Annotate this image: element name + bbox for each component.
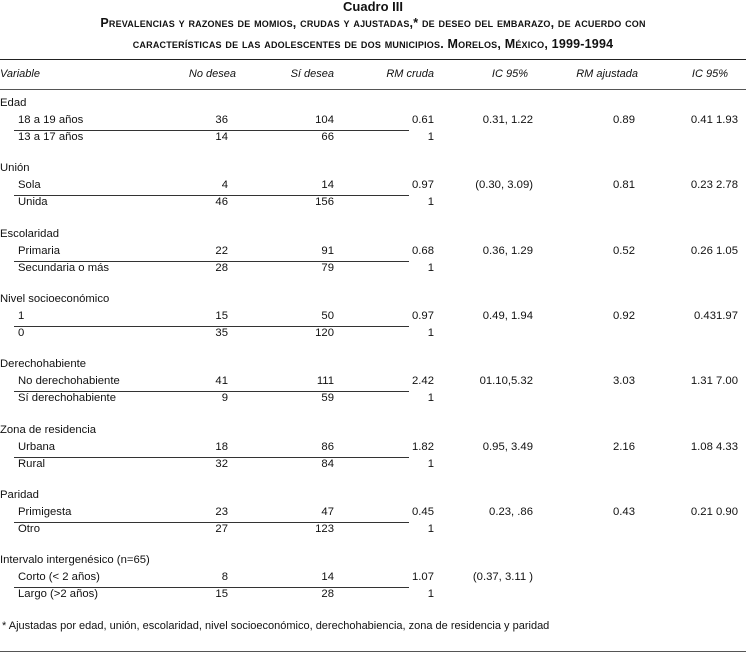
header-ic95-ajustada: IC 95% bbox=[691, 68, 728, 80]
cell-rm-cruda: 0.61 bbox=[412, 114, 434, 126]
cell-rm-ajustada: 0.43 bbox=[613, 506, 635, 518]
group-title-text: Edad bbox=[0, 97, 27, 109]
cell-rm-ajustada: 3.03 bbox=[613, 375, 635, 387]
cell-category: 1 bbox=[18, 310, 25, 322]
cell-si-desea: 14 bbox=[321, 179, 334, 191]
cell-si-desea: 50 bbox=[321, 310, 334, 322]
cell-category: Primaria bbox=[18, 245, 61, 257]
cell-no-desea: 23 bbox=[215, 506, 228, 518]
cell-no-desea: 41 bbox=[215, 375, 228, 387]
group-title bbox=[0, 293, 746, 310]
cell-no-desea: 9 bbox=[221, 392, 228, 404]
cell-category: Urbana bbox=[18, 441, 56, 453]
cell-si-desea: 66 bbox=[321, 131, 334, 143]
cell-category: Secundaria o más bbox=[18, 262, 110, 274]
cell-rm-cruda: 0.97 bbox=[412, 310, 434, 322]
group-title-text: Zona de residencia bbox=[0, 424, 97, 436]
cell-ic95-ajustada: 1.31 7.00 bbox=[690, 375, 738, 387]
cell-no-desea: 36 bbox=[215, 114, 228, 126]
cell-no-desea: 15 bbox=[215, 310, 228, 322]
group-title bbox=[0, 424, 746, 441]
cell-rm-cruda: 0.97 bbox=[412, 179, 434, 191]
cell-rm-cruda: 1 bbox=[427, 262, 434, 274]
cell-rm-cruda: 0.45 bbox=[412, 506, 434, 518]
table-title-line1: Prevalencias y razones de momios, crudas y ajustadas,* de deseo del embarazo, de acuerdo con bbox=[100, 16, 646, 30]
cell-no-desea: 14 bbox=[215, 131, 228, 143]
group-title bbox=[0, 358, 746, 375]
cell-rm-ajustada: 0.52 bbox=[613, 245, 635, 257]
cell-ic95-cruda: 0.31, 1.22 bbox=[482, 114, 533, 126]
header-ic95-cruda: IC 95% bbox=[491, 68, 528, 80]
table-title bbox=[10, 13, 736, 55]
cell-no-desea: 22 bbox=[215, 245, 228, 257]
table-row bbox=[0, 523, 746, 540]
cell-category: No derechohabiente bbox=[18, 375, 120, 387]
header-si-desea: Sí desea bbox=[290, 68, 334, 80]
table-row bbox=[0, 392, 746, 409]
cell-no-desea: 15 bbox=[215, 588, 228, 600]
cell-si-desea: 156 bbox=[315, 196, 334, 208]
table-row bbox=[0, 375, 746, 392]
group-title bbox=[0, 489, 746, 506]
group-title bbox=[0, 228, 746, 245]
table-row bbox=[0, 114, 746, 131]
table-row bbox=[0, 588, 746, 605]
table-row bbox=[0, 245, 746, 262]
header-rule bbox=[0, 89, 746, 90]
group-title bbox=[0, 97, 746, 114]
cell-ic95-cruda: 0.23, .86 bbox=[489, 506, 533, 518]
header-variable: Variable bbox=[0, 68, 40, 80]
cell-no-desea: 28 bbox=[215, 262, 228, 274]
bottom-rule bbox=[0, 651, 746, 652]
cell-si-desea: 111 bbox=[316, 375, 334, 387]
table-row bbox=[0, 458, 746, 475]
group-title-text: Escolaridad bbox=[0, 228, 60, 240]
cell-ic95-cruda: (0.30, 3.09) bbox=[475, 179, 533, 191]
table-row bbox=[0, 506, 746, 523]
cell-ic95-cruda: 01.10,5.32 bbox=[479, 375, 533, 387]
table-row bbox=[0, 131, 746, 148]
cell-no-desea: 27 bbox=[215, 523, 228, 535]
cell-rm-ajustada: 2.16 bbox=[613, 441, 635, 453]
cell-category: Sí derechohabiente bbox=[18, 392, 116, 404]
cell-category: Primigesta bbox=[18, 506, 72, 518]
group-title bbox=[0, 554, 746, 571]
cell-ic95-ajustada: 0.431.97 bbox=[694, 310, 738, 322]
footnote: * Ajustadas por edad, unión, escolaridad, nivel socioeconómico, derechohabiencia, zona de residencia y paridad bbox=[2, 620, 550, 632]
table-row bbox=[0, 310, 746, 327]
cell-no-desea: 46 bbox=[215, 196, 228, 208]
group-title-text: Intervalo intergenésico (n=65) bbox=[0, 554, 150, 566]
cell-category: 18 a 19 años bbox=[18, 114, 84, 126]
cell-category: Largo (>2 años) bbox=[18, 588, 99, 600]
group-title-text: Derechohabiente bbox=[0, 358, 87, 370]
cell-ic95-cruda: (0.37, 3.11 ) bbox=[472, 571, 533, 583]
cell-rm-cruda: 1 bbox=[427, 392, 434, 404]
cell-si-desea: 47 bbox=[321, 506, 334, 518]
header-rm-ajustada: RM ajustada bbox=[576, 68, 638, 80]
cell-category: Rural bbox=[18, 458, 45, 470]
cell-category: Otro bbox=[18, 523, 40, 535]
cell-ic95-ajustada: 0.23 2.78 bbox=[690, 179, 738, 191]
cell-si-desea: 91 bbox=[321, 245, 334, 257]
cell-rm-cruda: 0.68 bbox=[412, 245, 434, 257]
cell-ic95-cruda: 0.95, 3.49 bbox=[482, 441, 533, 453]
group-title-text: Unión bbox=[0, 162, 30, 174]
cell-rm-ajustada: 0.81 bbox=[613, 179, 635, 191]
cell-rm-cruda: 2.42 bbox=[412, 375, 434, 387]
table-row bbox=[0, 571, 746, 588]
cell-no-desea: 8 bbox=[221, 571, 228, 583]
cell-category: Corto (< 2 años) bbox=[18, 571, 100, 583]
table-title-line2: características de las adolescentes de dos municipios. Morelos, México, 1999-1994 bbox=[132, 37, 614, 51]
cell-si-desea: 104 bbox=[315, 114, 334, 126]
header-rm-cruda: RM cruda bbox=[386, 68, 434, 80]
cell-ic95-ajustada: 0.41 1.93 bbox=[690, 114, 738, 126]
cell-si-desea: 84 bbox=[321, 458, 334, 470]
table-row bbox=[0, 441, 746, 458]
cell-rm-cruda: 1 bbox=[427, 327, 434, 339]
cell-rm-ajustada: 0.89 bbox=[613, 114, 635, 126]
cell-ic95-cruda: 0.36, 1.29 bbox=[482, 245, 533, 257]
cell-rm-cruda: 1 bbox=[427, 523, 434, 535]
cell-no-desea: 35 bbox=[215, 327, 228, 339]
header-no-desea: No desea bbox=[188, 68, 236, 80]
cell-no-desea: 32 bbox=[215, 458, 228, 470]
cell-category: 13 a 17 años bbox=[18, 131, 84, 143]
cell-si-desea: 123 bbox=[315, 523, 334, 535]
cell-si-desea: 120 bbox=[315, 327, 334, 339]
cell-rm-cruda: 1 bbox=[427, 131, 434, 143]
group-title-text: Nivel socioeconómico bbox=[0, 293, 110, 305]
cell-si-desea: 59 bbox=[321, 392, 334, 404]
cell-ic95-ajustada: 1.08 4.33 bbox=[690, 441, 738, 453]
cell-rm-cruda: 1 bbox=[427, 196, 434, 208]
group-title bbox=[0, 162, 746, 179]
top-rule bbox=[0, 59, 746, 60]
cell-si-desea: 79 bbox=[321, 262, 334, 274]
table-row bbox=[0, 262, 746, 279]
cell-category: Unida bbox=[18, 196, 48, 208]
cell-rm-cruda: 1 bbox=[427, 458, 434, 470]
cell-category: 0 bbox=[18, 327, 25, 339]
cell-ic95-cruda: 0.49, 1.94 bbox=[482, 310, 533, 322]
group-title-text: Paridad bbox=[0, 489, 39, 501]
cell-ic95-ajustada: 0.21 0.90 bbox=[690, 506, 738, 518]
table-row bbox=[0, 196, 746, 213]
cell-no-desea: 18 bbox=[215, 441, 228, 453]
cell-rm-ajustada: 0.92 bbox=[613, 310, 635, 322]
cell-ic95-ajustada: 0.26 1.05 bbox=[690, 245, 738, 257]
table-row bbox=[0, 179, 746, 196]
table-number: Cuadro III bbox=[343, 0, 403, 14]
table-row bbox=[0, 327, 746, 344]
cell-rm-cruda: 1.82 bbox=[412, 441, 434, 453]
cell-no-desea: 4 bbox=[221, 179, 228, 191]
cell-rm-cruda: 1 bbox=[427, 588, 434, 600]
cell-rm-cruda: 1.07 bbox=[412, 571, 434, 583]
cell-si-desea: 28 bbox=[321, 588, 334, 600]
cell-si-desea: 14 bbox=[321, 571, 334, 583]
cell-si-desea: 86 bbox=[321, 441, 334, 453]
cell-category: Sola bbox=[18, 179, 41, 191]
